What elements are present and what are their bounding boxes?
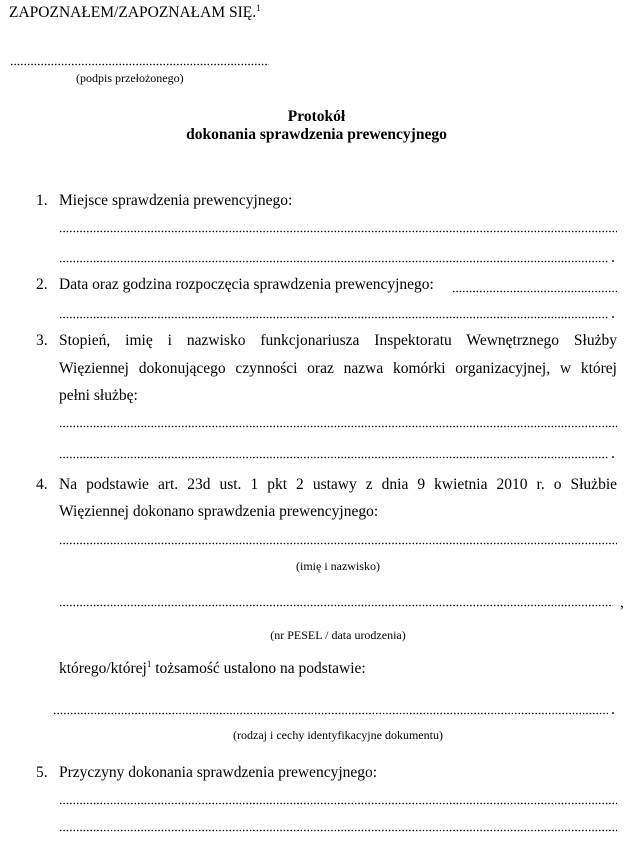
document-subtitle: dokonania sprawdzenia prewencyjnego [186,126,447,143]
dotted-line [452,290,617,293]
item-number: 2. [36,276,48,293]
dotted-line [59,604,613,607]
dotted-line [59,230,617,233]
line-end-period: . [611,249,615,266]
item-label: Miejsce sprawdzenia prewencyjnego: [59,192,293,209]
item-label: Przyczyny dokonania sprawdzenia prewencyjnego: [59,764,378,781]
document-title: Protokół [287,108,346,125]
item-number: 4. [36,476,48,493]
signature-caption: (podpis przełożonego) [76,71,184,85]
item-number: 1. [36,192,48,209]
identity-line [59,660,366,678]
dotted-line [59,542,617,545]
dotted-line [59,260,608,263]
field-caption: (nr PESEL / data urodzenia) [270,628,406,642]
field-caption: (imię i nazwisko) [296,559,380,573]
dotted-line [59,802,617,805]
footnote-marker: 1 [146,658,152,669]
item-text-line: Stopień, imię i nazwisko funkcjonariusza Inspektoratu Wewnętrznego Służby [59,332,617,349]
dotted-line [59,316,608,319]
acknowledgement-text: ZAPOZNAŁEM/ZAPOZNAŁAM SIĘ. [9,4,257,21]
dotted-line [59,456,608,459]
identity-suffix: tożsamość ustalono na podstawie: [151,660,366,677]
line-end-comma: , [620,594,624,611]
item-number: 3. [36,332,48,349]
item-text-line: Na podstawie art. 23d ust. 1 pkt 2 ustawy z dnia 9 kwietnia 2010 r. o Służbie [59,476,617,493]
line-end-period: . [611,305,615,322]
line-end-period: . [611,445,615,462]
item-number: 5. [36,764,48,781]
item-text-line: pełni służbę: [59,387,138,404]
signature-dotted-line [10,63,269,66]
item-text-line: Więziennej dokonano sprawdzenia prewencyjnego: [59,503,379,520]
item-label: Data oraz godzina rozpoczęcia sprawdzenia prewencyjnego: [59,276,434,293]
identity-prefix: którego/której [59,660,147,677]
field-caption: (rodzaj i cechy identyfikacyjne dokumentu) [233,728,443,742]
acknowledgement-line [9,4,261,22]
dotted-line [53,712,608,715]
dotted-line [59,829,617,832]
footnote-marker: 1 [256,2,261,13]
line-end-period: . [611,701,615,718]
item-text-line: Więziennej dokonującego czynności oraz nazwa komórki organizacyjnej, w której [59,360,617,377]
dotted-line [59,425,617,428]
